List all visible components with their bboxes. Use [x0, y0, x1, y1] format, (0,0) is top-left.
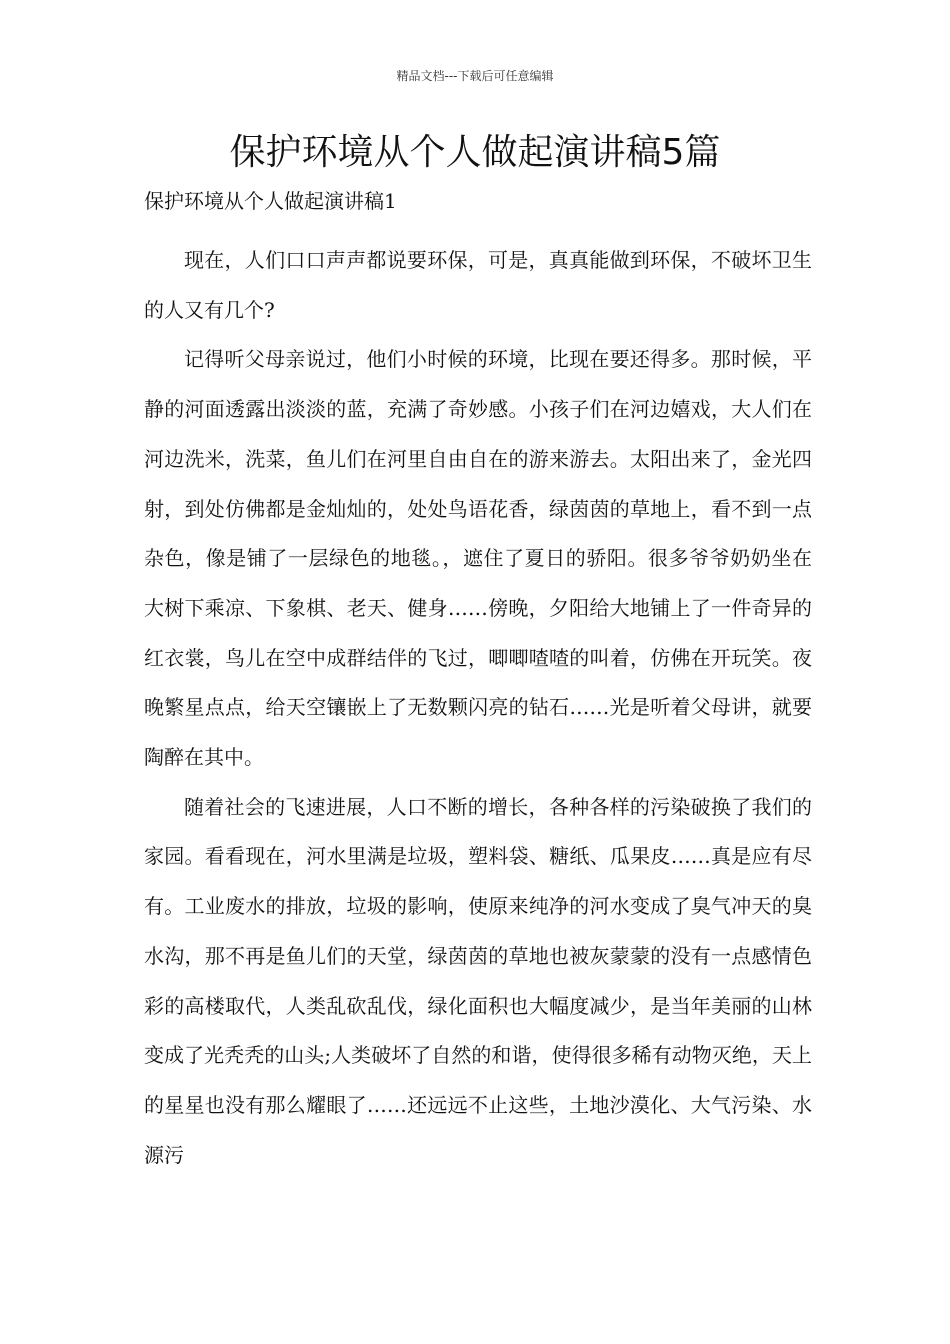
paragraph-2: 记得听父母亲说过，他们小时候的环境，比现在要还得多。那时候，平静的河面透露出淡淡的蓝，充满了奇妙感。小孩子们在河边嬉戏，大人们在河边洗米，洗菜，鱼儿们在河里自由自在的游来游去。太阳出来了，金光四射，到处仿佛都是金灿灿的，处处鸟语花香，绿茵茵的草地上，看不到一点杂色，像是铺了一层绿色的地毯。，遮住了夏日的骄阳。很多爷爷奶奶坐在大树下乘凉、下象棋、老天、健身……傍晚，夕阳给大地铺上了一件奇异的红衣裳，鸟儿在空中成群结伴的飞过，唧唧喳喳的叫着，仿佛在开玩笑。夜晚繁星点点，给天空镶嵌上了无数颗闪亮的钻石……光是听着父母讲，就要陶醉在其中。 — [144, 347, 812, 770]
paragraph-3: 随着社会的飞速进展，人口不断的增长，各种各样的污染破换了我们的家园。看看现在，河水里满是垃圾，塑料袋、糖纸、瓜果皮……真是应有尽有。工业废水的排放，垃圾的影响，使原来纯净的河水变成了臭气冲天的臭水沟，那不再是鱼儿们的天堂，绿茵茵的草地也被灰蒙蒙的没有一点感情色彩的高楼取代，人类乱砍乱伐，绿化面积也大幅度减少，是当年美丽的山林变成了光秃秃的山头;人类破坏了自然的和谐，使得很多稀有动物灭绝，天上的星星也没有那么耀眼了……还远远不止这些，土地沙漠化、大气污染、水源污 — [144, 794, 812, 1167]
header-note: 精品文档---下载后可任意编辑 — [396, 69, 554, 83]
document-title: 保护环境从个人做起演讲稿5篇 — [229, 132, 721, 173]
section-subtitle: 保护环境从个人做起演讲稿1 — [144, 189, 397, 213]
document-body — [144, 236, 812, 1180]
paragraph-1: 现在，人们口口声声都说要环保，可是，真真能做到环保，不破坏卫生的人又有几个? — [144, 248, 812, 322]
